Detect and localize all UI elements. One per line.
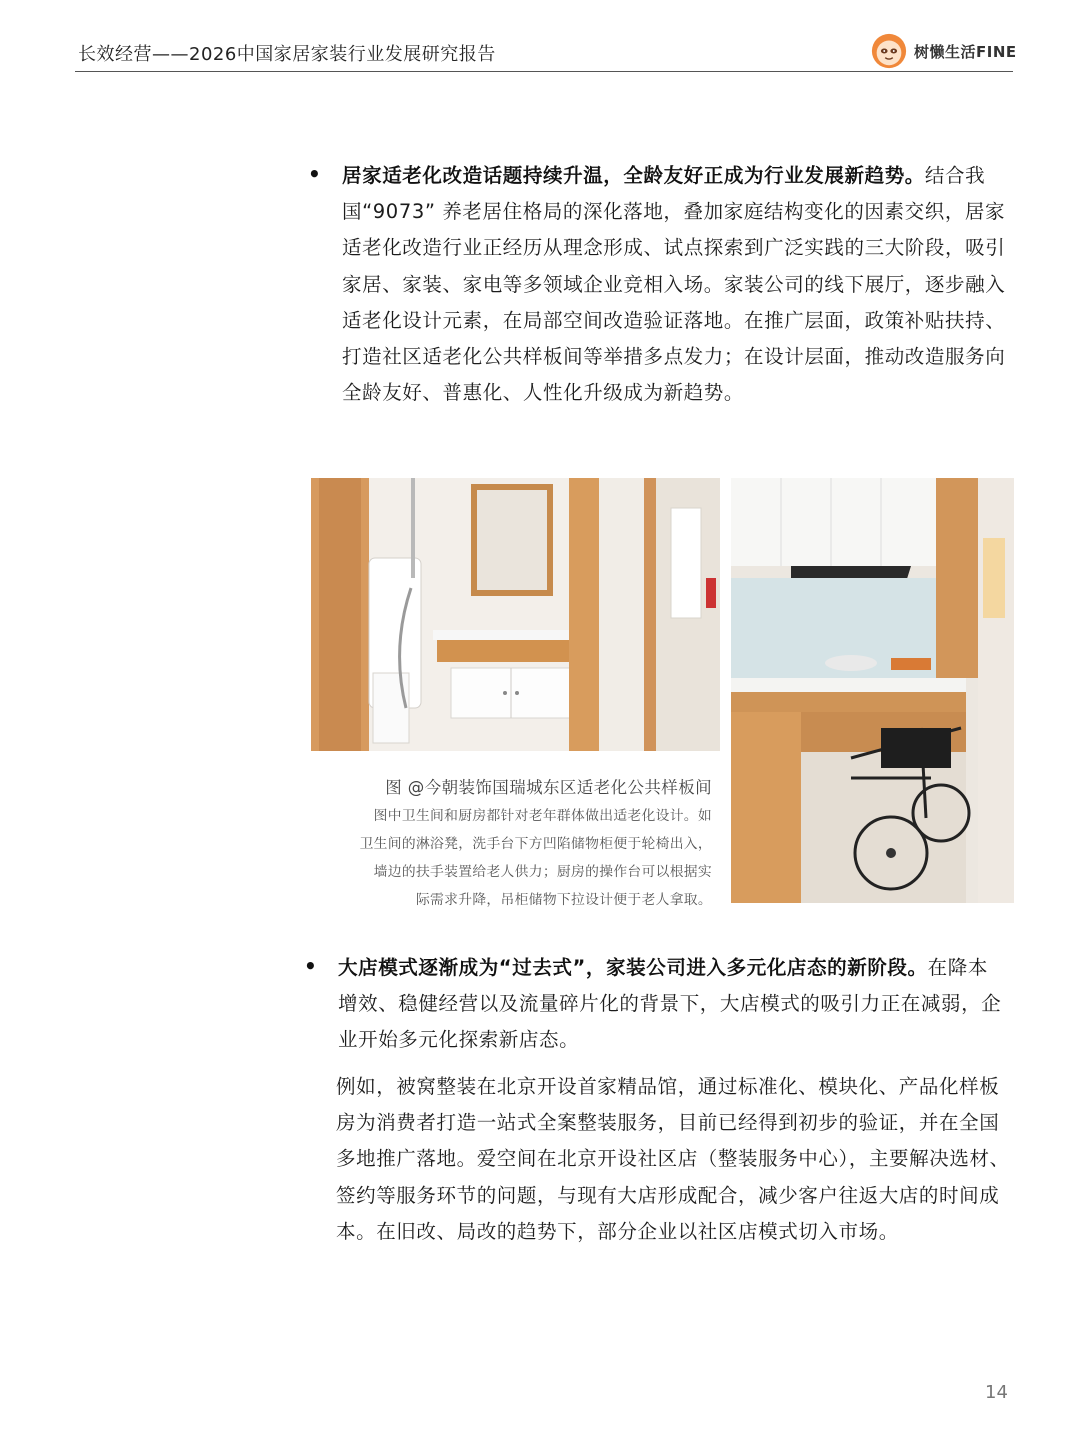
- bullet-1: •: [308, 162, 321, 186]
- caption-title: 图 @今朝装饰国瑞城东区适老化公共样板间: [385, 778, 712, 797]
- paragraph-1-body: 结合我国“9073” 养老居住格局的深化落地，叠加家庭结构变化的因素交织，居家适老化改造行业正经历从理念形成、试点探索到广泛实践的三大阶段，吸引家居、家装、家电等多领域企业竞相入场。家装公司的线下展厅，逐步融入适老化设计元素，在局部空间改造验证落地。在推广层面，政策补贴扶持、打造社区适老化公共样板间等举措多点发力；在设计层面，推动改造服务向全龄友好、普惠化、人性化升级成为新趋势。: [342, 164, 1006, 405]
- paragraph-2-body: 在降本增效、稳健经营以及流量碎片化的背景下，大店模式的吸引力正在减弱，企业开始多元化探索新店态。: [338, 956, 1002, 1052]
- paragraph-examples: 例如，被窝整装在北京开设首家精品馆，通过标准化、模块化、产品化样板房为消费者打造一站式全案整装服务，目前已经得到初步的验证，并在全国多地推广落地。爱空间在北京开设社区店（整装服务中心），主要解决选材、签约等服务环节的问题，与现有大店形成配合，减少客户往返大店的时间成本。在旧改、局改的趋势下，部分企业以社区店模式切入市场。: [336, 1075, 1010, 1243]
- paragraph-aging-renovation: [342, 158, 1007, 411]
- report-title: 长效经营——2026中国家居家装行业发展研究报告: [78, 44, 496, 65]
- header-divider: [75, 71, 1013, 72]
- brand: [870, 32, 1017, 70]
- brand-name: 树懒生活FINE: [914, 42, 1017, 61]
- caption-line: 墙边的扶手装置给老人供力；厨房的操作台可以根据实: [373, 864, 712, 880]
- figure-caption: [300, 774, 712, 914]
- paragraph-2-heading: 大店模式逐渐成为“过去式”，家装公司进入多元化店态的新阶段。: [338, 956, 928, 979]
- bullet-2: •: [304, 954, 317, 978]
- paragraph-1-heading: 居家适老化改造话题持续升温，全龄友好正成为行业发展新趋势。: [342, 164, 925, 187]
- page-number: 14: [985, 1382, 1008, 1403]
- bathroom-illustration: [311, 478, 720, 751]
- bathroom-photo: [311, 478, 720, 751]
- caption-line: 图中卫生间和厨房都针对老年群体做出适老化设计。如: [373, 808, 712, 824]
- sloth-logo-icon: [870, 32, 908, 70]
- caption-line: 卫生间的淋浴凳，洗手台下方凹陷储物柜便于轮椅出入，: [359, 836, 712, 852]
- paragraph-store-format: [338, 950, 1008, 1059]
- kitchen-photo: [731, 478, 1014, 903]
- caption-line: 际需求升降，吊柜储物下拉设计便于老人拿取。: [415, 892, 712, 908]
- kitchen-illustration: [731, 478, 1014, 903]
